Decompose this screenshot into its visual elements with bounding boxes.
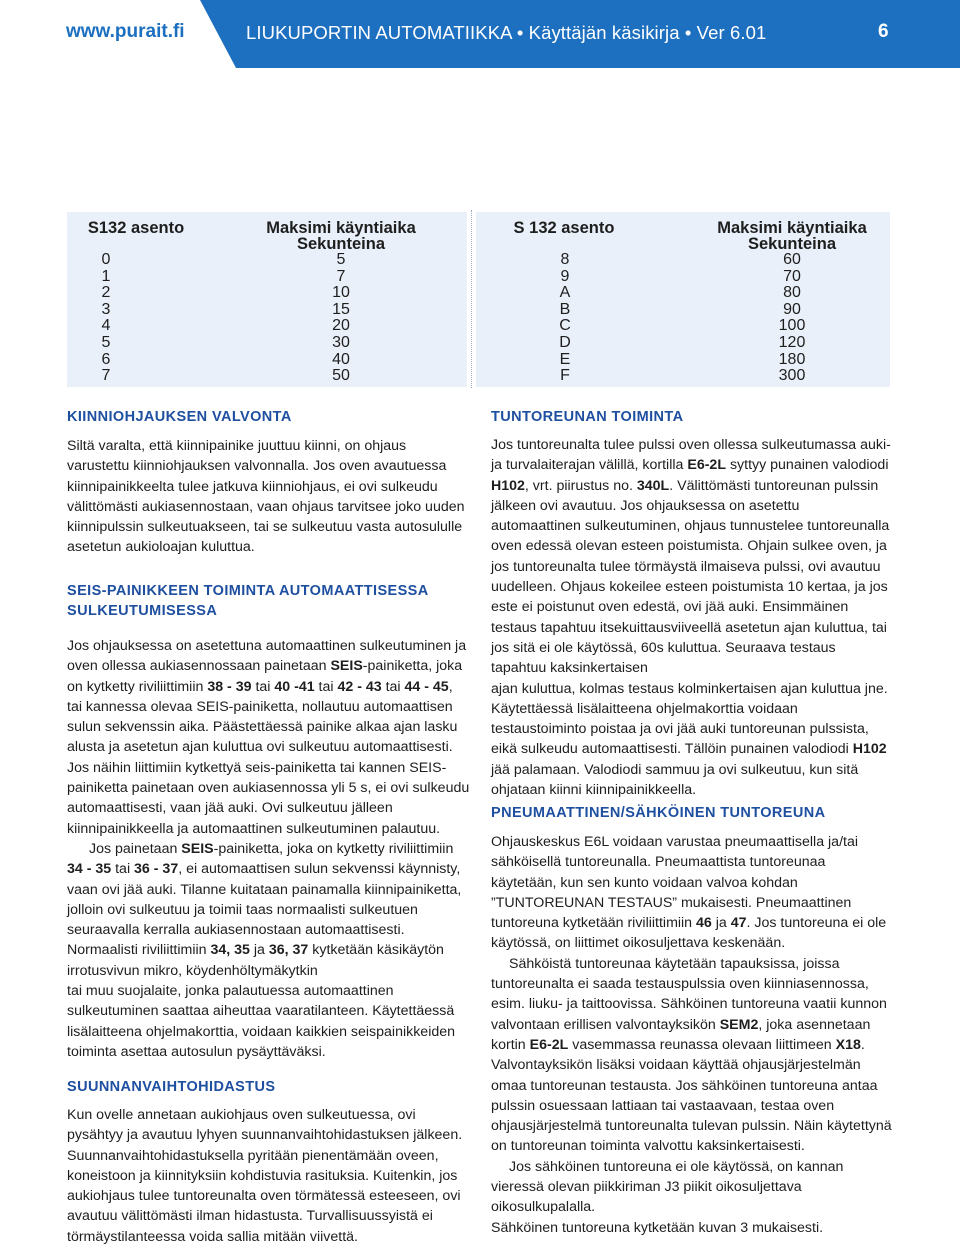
page-number: 6 — [878, 21, 889, 42]
table-cell: 0 — [101, 251, 111, 268]
table-cell: 1 — [101, 267, 111, 285]
section-pneumatic-electric-edge — [491, 803, 893, 1238]
table-cell: 3 — [101, 300, 111, 318]
table-cell: 9 — [560, 267, 570, 285]
table-cell: 4 — [101, 317, 111, 335]
col-header-position: S132 asento — [87, 219, 185, 237]
table-cell: 2 — [101, 284, 111, 302]
section-paragraph: Ohjauskeskus E6L voidaan varustaa pneumaattisella ja/tai sähköisellä tuntoreunalla. Pneumaattista tuntoreunaa käytetään, kun sen kunto voidaan valvoa kohdan ”TUNTOREUNAN TESTAUS” mukaisesti. Pneumaattinen tuntoreuna kytketään riviliittimiin 46 ja 47. Jos tuntoreuna ei ole käytössä, on liittimet oikosuljettava keskenään. — [491, 834, 887, 952]
section-paragraph: Sähköinen tuntoreuna kytketään kuvan 3 mukaisesti. — [491, 1219, 824, 1236]
table-cell: 5 — [336, 251, 346, 268]
page-header — [0, 0, 960, 68]
col-header-runtime-line2: Sekunteina — [747, 235, 837, 253]
section-paragraph: Jos painetaan SEIS-painiketta, joka on kytketty riviliittimiin 34 - 35 tai 36 - 37, ei automaattisen sulun sekvenssi käynnisty, vaan ovi jää auki. Tilanne kuitataan painamalla kiinnipainiketta, jolloin ovi sulkeutuu ja toimii taas normaalisti sulkeutuen seuraavalla kerralla aukiasennostaan automaattisesti. Normaalisti riviliittimiin 34, 35 ja 36, 37 kytketään käsikäytön irrotusvivun mikro, köydenhöltymäkytkin — [67, 840, 462, 979]
table-cell: B — [559, 300, 571, 318]
section-closing-monitoring — [67, 407, 471, 558]
section-body: Kun ovelle annetaan aukiohjaus oven sulkeutuessa, ovi pysähtyy ja avautuu lyhyen suunnanvaihtohidastuksen jälkeen. Suunnanvaihtohidastuksella pyritään pienentämään oveen, koneistoon ja kiinnityksiin kohdistuvia rasituksia. Kuitenkin, jos aukiohjaus tulee tuntoreunalta oven törmätessä esteeseen, ovi avautuu välittömästi ilman hidastusta. Turvallisuussyistä ei törmäystilanteessa voida sallia mitään viivettä. — [67, 1107, 463, 1245]
col-header-runtime — [698, 220, 886, 252]
section-paragraph: Jos ohjauksessa on asetettuna automaattinen sulkeutuminen ja oven ollessa aukiasennossaan painetaan SEIS-painiketta, joka on kytketty riviliittimiin 38 - 39 tai 40 -41 tai 42 - 43 tai 44 - 45, tai kannessa olevaa SEIS-painiketta, nollautuu automaattisen sulun sekvenssin aika. Päästettäessä painike alkaa ajan lasku alusta ja asetetun ajan kuluttua ovi sulkeutuu automaattisesti. Jos näihin liittimiin kytkettyä seis-painiketta tai kannen SEIS-painiketta painetaan oven aukiasennossa yli 5 s, ei ovi sulkeudu automaattisesti, vaan jää auki. Ovi sulkeutuu jälleen kiinnipainikkeella ja automaattinen sulkeutuminen palautuu. — [67, 638, 470, 837]
section-paragraph: ajan kuluttua, kolmas testaus kolminkertaisen ajan kuluttua jne. Käytettäessä lisälaitteena ohjelmakorttia voidaan testaustoiminto poistaa ja ovi jää auki tuntoreunan pulssista, eikä sulkeudu automaattisesti. Tällöin punainen valodiodi H102 jää palamaan. Valodiodi sammuu ja ovi sulkeutuu, kun sitä ohjataan kiinni kiinnipainikkeella. — [491, 680, 888, 799]
table-cell: 180 — [778, 350, 806, 368]
section-body: Siltä varalta, että kiinnipainike juuttuu kiinni, on ohjaus varustettu kiinniohjauksen valvonnalla. Jos oven avautuessa kiinnipainikkeelta tulee jatkuva kiinniohjaus, ei ovi sulkeudu välittömästi aukiasennostaan, vaan ohjaus tarvitsee joko uuden kiinnipulssin sulkeutuakseen, tai se sulkeutuu vasta autosululle asetetun aukioloajan kuluttua. — [67, 438, 465, 556]
table-cell: D — [559, 333, 571, 351]
section-paragraph: tai muu suojalaite, jonka palautuessa automaattinen sulkeutuminen saattaa aiheuttaa vaaratilanteen. Käytettäessä lisälaitteena ohjelmakorttia, voidaan kaikkien seispainikkeiden toiminta asettaa autosulun pysäyttäväksi. — [67, 983, 456, 1060]
section-paragraph: Jos tuntoreunalta tulee pulssi oven ollessa sulkeutumassa auki- ja turvalaiterajan välillä, kortilla E6-2L syttyy punainen valodiodi H102, vrt. piirustus no. 340L. Välittömästi tuntoreunan pulssin jälkeen ovi avautuu. Jos ohjauksessa on asetettu automaattinen sulkeutuminen, ohjaus tunnustelee tuntoreunalla oven edessä olevan esteen poistumista. Ohjain sulkee oven, ja jos tuntoreunalta tulee törmäystä ilmaiseva pulssi, ovi avautuu uudelleen. Ohjaus kokeilee esteen poistumista 10 kertaa, ja jos este ei poistunut oven edestä, ovi jää auki. Ensimmäinen testaus tapahtuu itsekuittausviiveellä asetetun ajan kuluttua, tai jos sitä ei ole käytössä, 60s kuluttua. Seuraava testaus tapahtuu kaksinkertaisen — [491, 437, 891, 677]
table-cell: F — [560, 367, 570, 385]
table-cell: 100 — [778, 317, 806, 335]
section-heading: KIINNIOHJAUKSEN VALVONTA — [67, 409, 292, 425]
col-header-runtime-line2: Sekunteina — [296, 235, 386, 253]
document-title: LIUKUPORTIN AUTOMATIIKKA • Käyttäjän käsikirja • Ver 6.01 — [246, 22, 767, 43]
seconds-column — [315, 252, 367, 385]
table-divider — [471, 210, 472, 388]
position-column — [540, 252, 590, 385]
seconds-column — [766, 252, 818, 385]
table-cell: C — [559, 317, 571, 335]
site-link[interactable]: www.purait.fi — [66, 21, 185, 42]
table-cell: 120 — [778, 333, 806, 351]
table-cell: 80 — [783, 284, 801, 302]
section-safety-edge — [491, 407, 893, 800]
col-header-runtime-line1: Maksimi käyntiaika — [266, 219, 416, 237]
section-paragraph: Sähköistä tuntoreunaa käytetään tapauksissa, joissa tuntoreunalta ei saada testauspulssia oven kiinniasennossa, esim. liuku- ja taittoovissa. Sähköinen tuntoreuna vaatii kunnon valvontaan erillisen valvontayksikön SEM2, joka asennetaan kortin E6-2L vasemmassa reunassa olevaan liittimeen X18. Valvontayksikön lisäksi voidaan käyttää ohjausjärjestelmän omaa tuntoreunan testausta. Jos sähköinen tuntoreuna antaa pulssin osuessaan lattiaan tai vastaavaan, testaa oven ohjausjärjestelmä tuntoreunalta tulevan pulssin. Näin käytettynä on tuntoreunan toiminta valvottu kaksinkertaisesti. — [491, 955, 892, 1155]
table-cell: 15 — [332, 300, 350, 318]
table-cell: 90 — [783, 300, 801, 318]
col-header-runtime-line1: Maksimi käyntiaika — [717, 219, 867, 237]
table-cell: 300 — [778, 367, 806, 385]
position-table-right — [476, 212, 890, 387]
section-heading: TUNTOREUNAN TOIMINTA — [491, 409, 684, 425]
section-paragraph: Jos sähköinen tuntoreuna ei ole käytössä, on kannan vieressä olevan piikkiriman J3 piikit oikosuljettava oikosulkupalalla. — [491, 1158, 844, 1216]
table-cell: 10 — [332, 284, 350, 302]
table-cell: 6 — [101, 350, 111, 368]
table-cell: A — [559, 284, 571, 302]
table-cell: 5 — [101, 333, 111, 351]
section-heading: PNEUMAATTINEN/SÄHKÖINEN TUNTOREUNA — [491, 805, 826, 821]
table-cell: 60 — [783, 251, 801, 268]
table-cell: 70 — [783, 267, 801, 285]
section-stop-button — [67, 581, 471, 1062]
position-column — [81, 252, 131, 385]
table-cell: 7 — [101, 367, 111, 385]
table-cell: 50 — [332, 367, 350, 385]
table-cell: 20 — [332, 317, 350, 335]
col-header-runtime — [247, 220, 435, 252]
section-heading: SEIS-PAINIKKEEN TOIMINTA AUTOMAATTISESSA SULKEUTUMISESSA — [67, 583, 429, 619]
section-heading: SUUNNANVAIHTOHIDASTUS — [67, 1079, 276, 1095]
section-reversal-slowdown — [67, 1077, 471, 1247]
table-cell: 40 — [332, 350, 350, 368]
position-table-left — [67, 212, 467, 387]
table-cell: E — [559, 350, 571, 368]
table-cell: 7 — [336, 267, 346, 285]
col-header-position: S 132 asento — [513, 219, 615, 237]
table-cell: 8 — [560, 251, 570, 268]
table-cell: 30 — [332, 333, 350, 351]
